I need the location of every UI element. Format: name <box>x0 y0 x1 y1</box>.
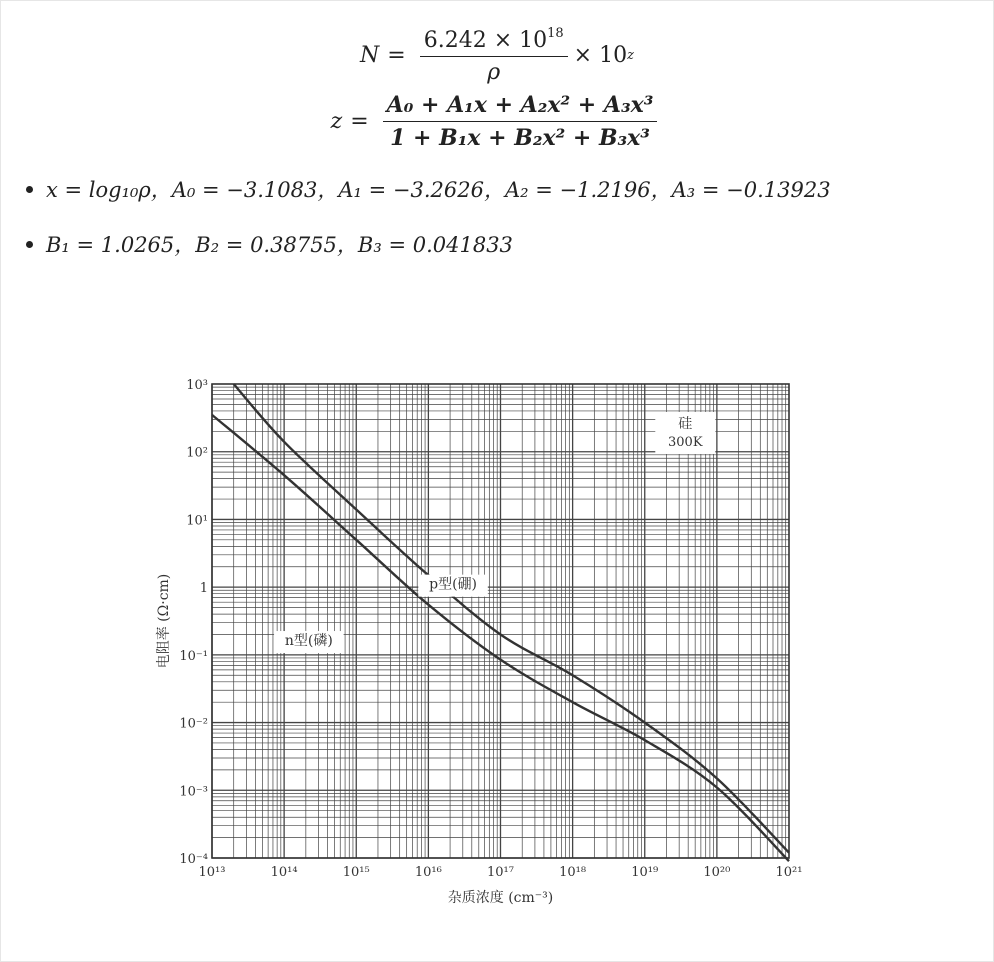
x-axis-label: 杂质浓度 (cm⁻³) <box>447 890 554 906</box>
y-tick-label: 10³ <box>186 378 208 393</box>
bullet-dot <box>26 186 33 193</box>
formula-n-factor-exp: z <box>627 48 634 63</box>
formula-n-factor: × 10 <box>573 43 628 68</box>
bullet-item-b <box>26 229 513 259</box>
annotation-material: 硅 <box>678 416 693 432</box>
chart-labels <box>155 412 715 906</box>
series-label-p-type <box>418 575 488 597</box>
formula-z-numerator: A₀ + A₁x + A₂x² + A₃x³ <box>383 92 658 122</box>
y-axis-label: 电阻率 (Ω·cm) <box>156 573 172 669</box>
formula-n: N = $\frac{6.242 \times 10^{18}}{\rho}$ × 10 z <box>360 26 634 85</box>
formula-n-lhs: N <box>360 43 380 68</box>
series-label-p-type-text: p型(硼) <box>429 576 478 593</box>
x-tick-label: 10¹⁶ <box>414 865 442 880</box>
bullet-dot <box>26 241 33 248</box>
x-tick-label: 10¹⁵ <box>342 865 370 880</box>
x-tick-label: 10¹⁸ <box>559 865 587 880</box>
formula-z: z = $\frac{\text{A₀ + A₁x + A₂x² + A₃x³}}{\text{1 + B₁x + B₂x² + B₃x³}}$ <box>0 92 994 151</box>
x-tick-label: 10²¹ <box>775 865 803 880</box>
formula-z-denominator: 1 + B₁x + B₂x² + B₃x³ <box>390 125 650 151</box>
formula-n-denominator: ρ <box>487 60 501 85</box>
resistivity-chart <box>150 360 830 924</box>
y-tick-label: 10⁻⁴ <box>179 852 208 867</box>
series-label-n-type <box>274 631 344 653</box>
formula-z-lhs: z <box>330 109 343 134</box>
y-tick-label: 1 <box>199 581 208 597</box>
formula-n-fraction <box>420 26 568 85</box>
formula-n-numerator-exp: 18 <box>547 26 564 41</box>
x-tick-label: 10¹⁷ <box>487 865 514 880</box>
y-tick-label: 10² <box>186 445 208 461</box>
formula-n-numerator: 6.242 × 10 <box>423 28 548 53</box>
series-label-n-type-text: n型(磷) <box>284 633 333 650</box>
annotation-temperature: 300K <box>668 435 703 450</box>
x-tick-label: 10¹⁹ <box>631 865 659 880</box>
bullet-text-a: x = log₁₀ρ，A₀ = −3.1083，A₁ = −3.2626，A₂ = −1.2196，A₃ = −0.13923 <box>46 178 831 202</box>
y-tick-label: 10¹ <box>186 513 208 529</box>
y-tick-label: 10⁻² <box>179 716 208 732</box>
chart-svg <box>150 360 830 920</box>
annotation-silicon <box>655 412 715 454</box>
bullet-item-a <box>26 174 831 204</box>
bullet-text-b: B₁ = 1.0265，B₂ = 0.38755，B₃ = 0.041833 <box>46 233 513 257</box>
y-tick-label: 10⁻³ <box>179 784 208 800</box>
x-tick-label: 10²⁰ <box>703 865 731 880</box>
x-tick-label: 10¹³ <box>198 865 226 880</box>
y-tick-label: 10⁻¹ <box>179 648 208 664</box>
x-tick-label: 10¹⁴ <box>270 865 298 880</box>
formula-z-fraction <box>383 92 658 151</box>
